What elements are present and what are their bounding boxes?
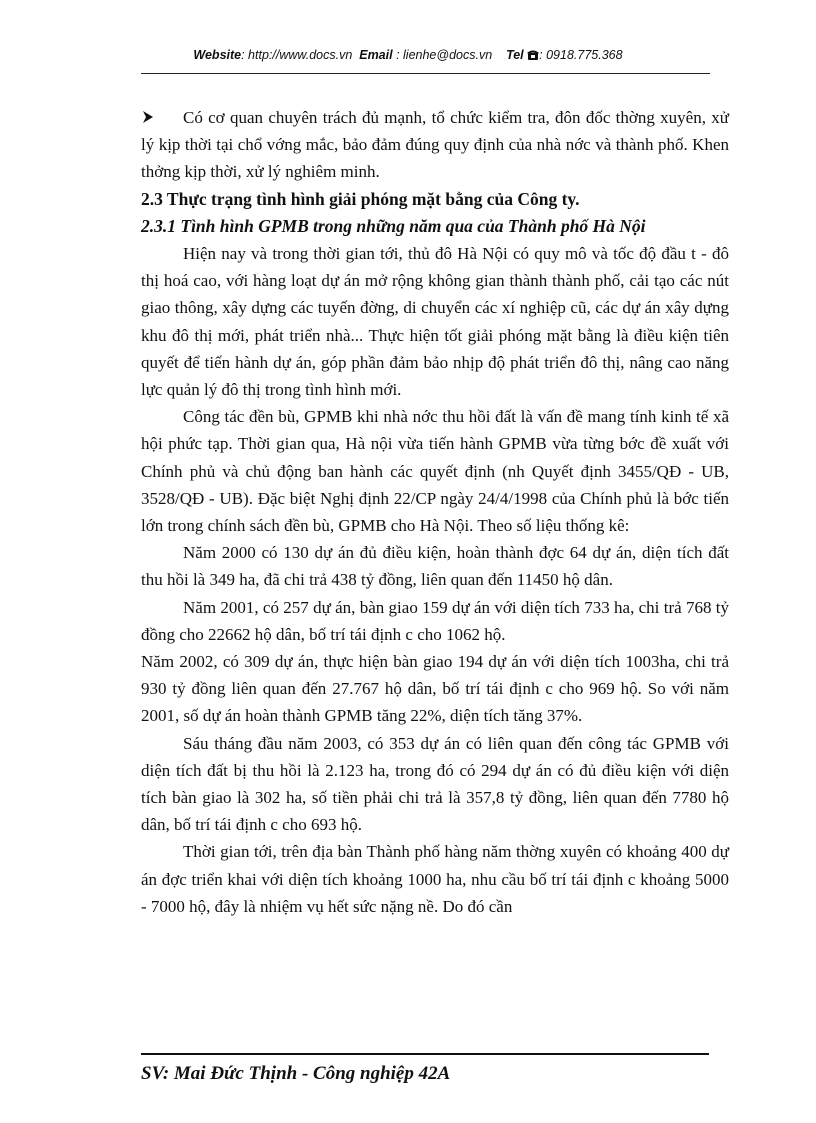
arrow-bullet-icon (141, 104, 183, 131)
email-label: Email (359, 48, 393, 62)
paragraph-4: Năm 2001, có 257 dự án, bàn giao 159 dự án với diện tích 733 ha, chi trả 768 tỷ đồng cho 22662 hộ dân, bố trí tái định c cho 1062 hộ. (141, 597, 729, 644)
header-rule (141, 73, 710, 74)
email-value: : lienhe@docs.vn (396, 48, 493, 62)
section-heading-2-3: 2.3 Thực trạng tình hình giải phóng mặt bằng của Công ty. (141, 188, 580, 209)
bullet-paragraph (141, 104, 729, 186)
bullet-text: Có cơ quan chuyên trách đủ mạnh, tổ chức kiểm tra, đôn đốc thờng xuyên, xử lý kịp thời tại chổ vớng mắc, bảo đảm đúng quy định của nhà nớc và thành phố. Khen thởng kịp thời, xử lý nghiêm minh. (141, 108, 729, 182)
website-value: : http://www.docs.vn (241, 48, 353, 62)
paragraph-5: Năm 2002, có 309 dự án, thực hiện bàn giao 194 dự án với diện tích 1003ha, chi trả 930 tỷ đồng liên quan đến 27.767 hộ dân, bố trí tái định c cho 969 hộ. So với năm 2001, số dự án hoàn thành GPMB tăng 22%, diện tích tăng 37%. (141, 652, 729, 726)
page-footer: SV: Mai Đức Thịnh - Công nghiệp 42A (141, 1063, 451, 1084)
page-header (0, 48, 816, 62)
section-heading-2-3-1: 2.3.1 Tình hình GPMB trong những năm qua của Thành phố Hà Nội (141, 215, 646, 236)
document-body (141, 104, 729, 920)
phone-icon (527, 48, 539, 62)
paragraph-6: Sáu tháng đầu năm 2003, có 353 dự án có liên quan đến công tác GPMB với diện tích đất bị thu hồi là 2.123 ha, trong đó có 294 dự án có đủ điều kiện với diện tích bàn giao là 302 ha, số tiền phải chi trả là 357,8 tỷ đồng, liên quan đến 7780 hộ dân, bố trí tái định c cho 693 hộ. (141, 733, 729, 835)
paragraph-1: Hiện nay và trong thời gian tới, thủ đô Hà Nội có quy mô và tốc độ đầu t - đô thị hoá cao, với hàng loạt dự án mở rộng không gian thành thành phố, cải tạo các nút giao thông, xây dựng các tuyến đờng, di chuyển các xí nghiệp cũ, các dự án xây dựng khu đô thị mới, phát triển nhà... Thực hiện tốt giải phóng mặt bằng là điều kiện tiên quyết để tiến hành dự án, góp phần đảm bảo nhịp độ phát triển đô thị, nâng cao năng lực quản lý đô thị trong tình hình mới. (141, 244, 729, 400)
paragraph-7: Thời gian tới, trên địa bàn Thành phố hàng năm thờng xuyên có khoảng 400 dự án đợc triển khai với diện tích khoảng 1000 ha, nhu cầu bố trí tái định c khoảng 5000 - 7000 hộ, đây là nhiệm vụ hết sức nặng nề. Do đó cần (141, 842, 729, 916)
tel-value: : 0918.775.368 (539, 48, 623, 62)
website-label: Website (193, 48, 242, 62)
footer-rule (141, 1053, 709, 1055)
paragraph-2: Công tác đền bù, GPMB khi nhà nớc thu hồi đất là vấn đề mang tính kinh tế xã hội phức tạp. Thời gian qua, Hà nội vừa tiến hành GPMB vừa từng bớc đề xuất với Chính phủ và chủ động ban hành các quyết định (nh Quyết định 3455/QĐ - UB, 3528/QĐ - UB). Đặc biệt Nghị định 22/CP ngày 24/4/1998 của Chính phủ là bớc tiến lớn trong chính sách đền bù, GPMB cho Hà Nội. Theo số liệu thống kê: (141, 407, 729, 536)
paragraph-3: Năm 2000 có 130 dự án đủ điều kiện, hoàn thành đợc 64 dự án, diện tích đất thu hồi là 349 ha, đã chi trả 438 tỷ đồng, liên quan đến 11450 hộ dân. (141, 543, 729, 590)
tel-label: Tel (506, 48, 524, 62)
